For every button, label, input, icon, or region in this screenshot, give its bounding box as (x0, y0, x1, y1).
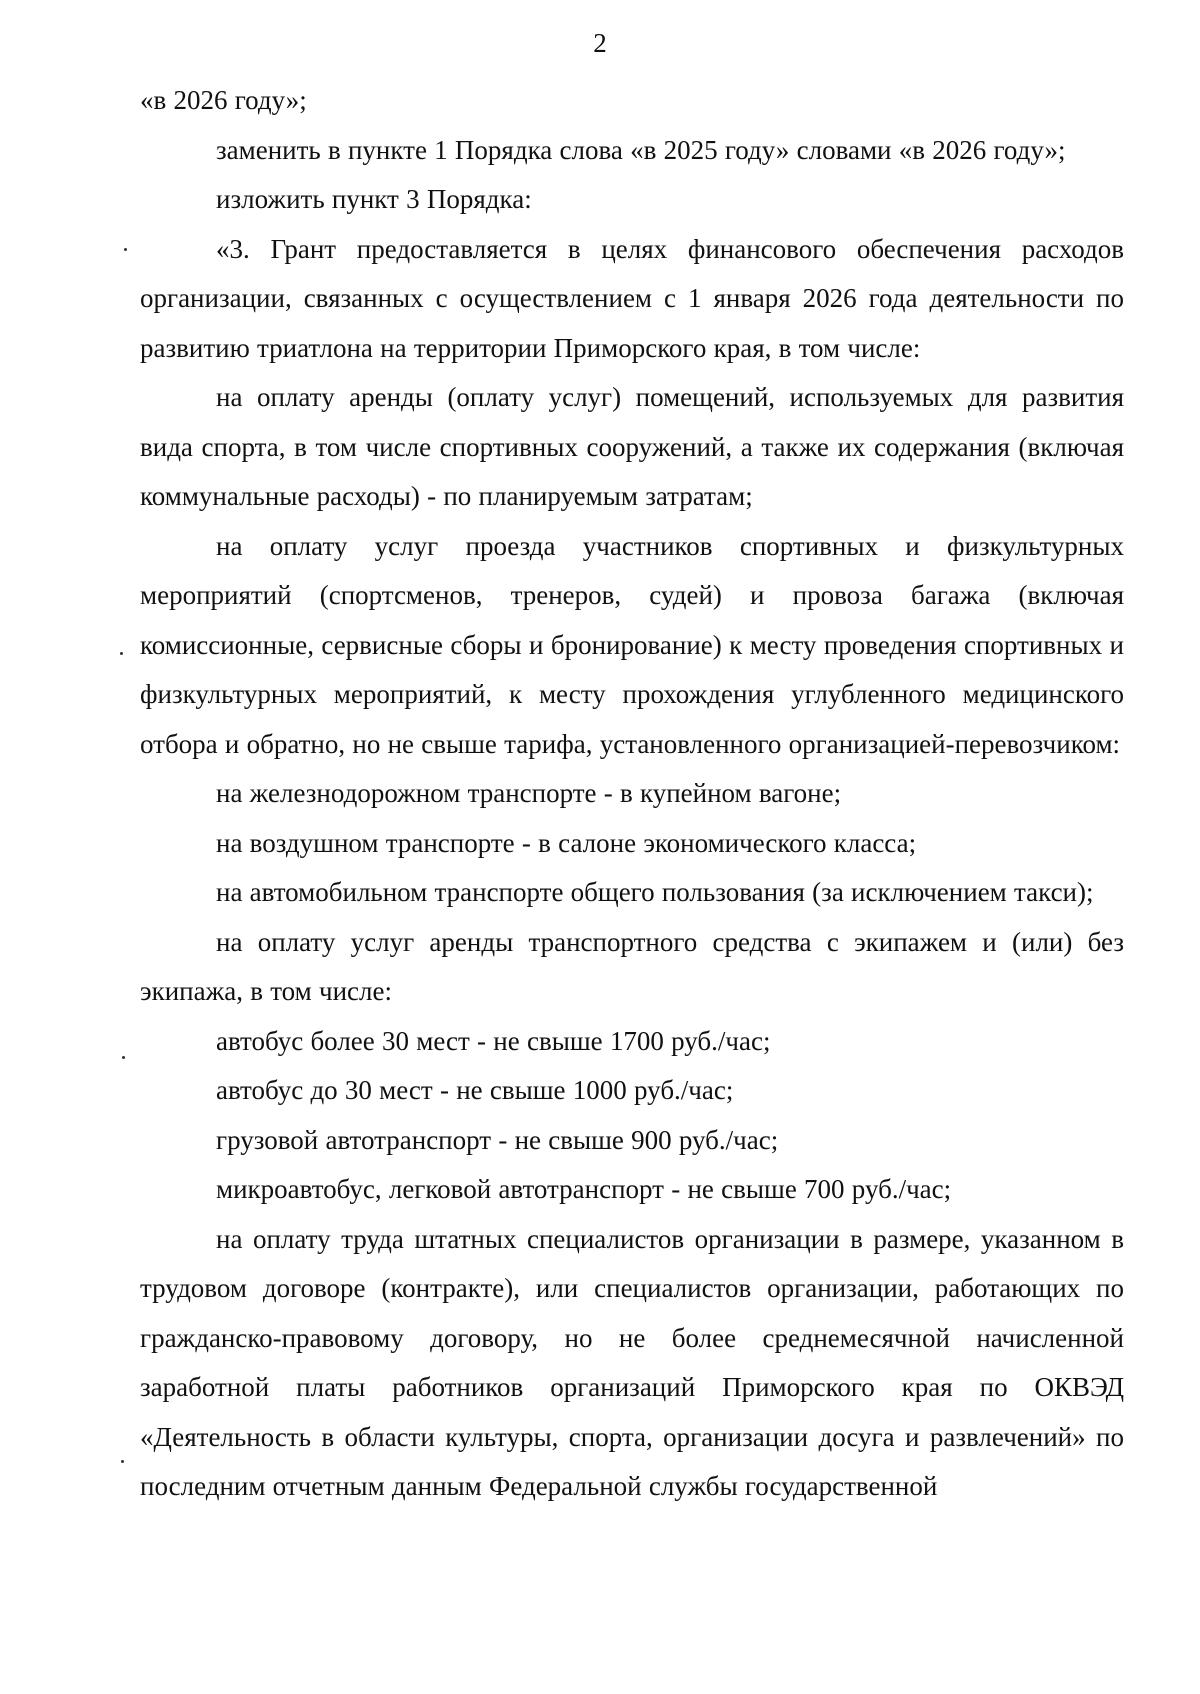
paragraph-staff-pay: на оплату труда штатных специалистов организации в размере, указанном в трудовом договоре (контракте), или специалистов организации, работающих по гражданско-правовому договору, но не более среднемесячной начисленной заработной платы работников организаций Приморского края по ОКВЭД «Деятельность в области культуры, спорта, организации досуга и развлечений» по последним отчетным данным Федеральной службы государственной (140, 1223, 1124, 1501)
paragraph-continuation: «в 2026 году»; (140, 85, 307, 115)
paragraph-travel-services: на оплату услуг проезда участников спортивных и физкультурных мероприятий (спортсменов, тренеров, судей) и провоза багажа (включая комиссионные, сервисные сборы и бронирование) к месту проведения спортивных и физкультурных мероприятий, к месту прохождения углубленного медицинского отбора и обратно, но не свыше тарифа, установленного организацией-перевозчиком: (140, 530, 1124, 759)
scan-artifact-dot (124, 248, 127, 251)
list-item-truck: грузовой автотранспорт - не свыше 900 руб./час; (216, 1124, 779, 1155)
scan-artifact-dot (121, 1460, 124, 1463)
list-item-bus-small: автобус до 30 мест - не свыше 1000 руб./час; (216, 1075, 734, 1105)
list-item-minibus: микроавтобус, легковой автотранспорт - не свыше 700 руб./час; (216, 1174, 952, 1204)
scan-artifact-dot (122, 1056, 125, 1059)
paragraph-restate-item-3: изложить пункт 3 Порядка: (216, 184, 532, 214)
paragraph-replace-words: заменить в пункте 1 Порядка слова «в 2025 году» словами «в 2026 году»; (216, 134, 1066, 165)
paragraph-premises-rent: на оплату аренды (оплату услуг) помещений, используемых для развития вида спорта, в том числе спортивных сооружений, а также их содержания (включая коммунальные расходы) - по планируемым затратам; (140, 382, 1124, 511)
list-item-air: на воздушном транспорте - в салоне экономического класса; (216, 827, 917, 858)
paragraph-vehicle-rent: на оплату услуг аренды транспортного средства с экипажем и (или) без экипажа, в том числе: (140, 926, 1124, 1006)
document-body (140, 76, 1124, 1512)
scan-artifact-dot (120, 652, 123, 655)
list-item-bus-large: автобус более 30 мест - не свыше 1700 руб./час; (216, 1025, 771, 1056)
list-item-railway: на железнодорожном транспорте - в купейном вагоне; (216, 778, 842, 808)
paragraph-grant-purpose: «3. Грант предоставляется в целях финансового обеспечения расходов организации, связанных с осуществлением с 1 января 2026 года деятельности по развитию триатлона на территории Приморского края, в том числе: (140, 233, 1124, 363)
page-number: 2 (593, 28, 607, 58)
list-item-road: на автомобильном транспорте общего пользования (за исключением такси); (216, 877, 1094, 907)
